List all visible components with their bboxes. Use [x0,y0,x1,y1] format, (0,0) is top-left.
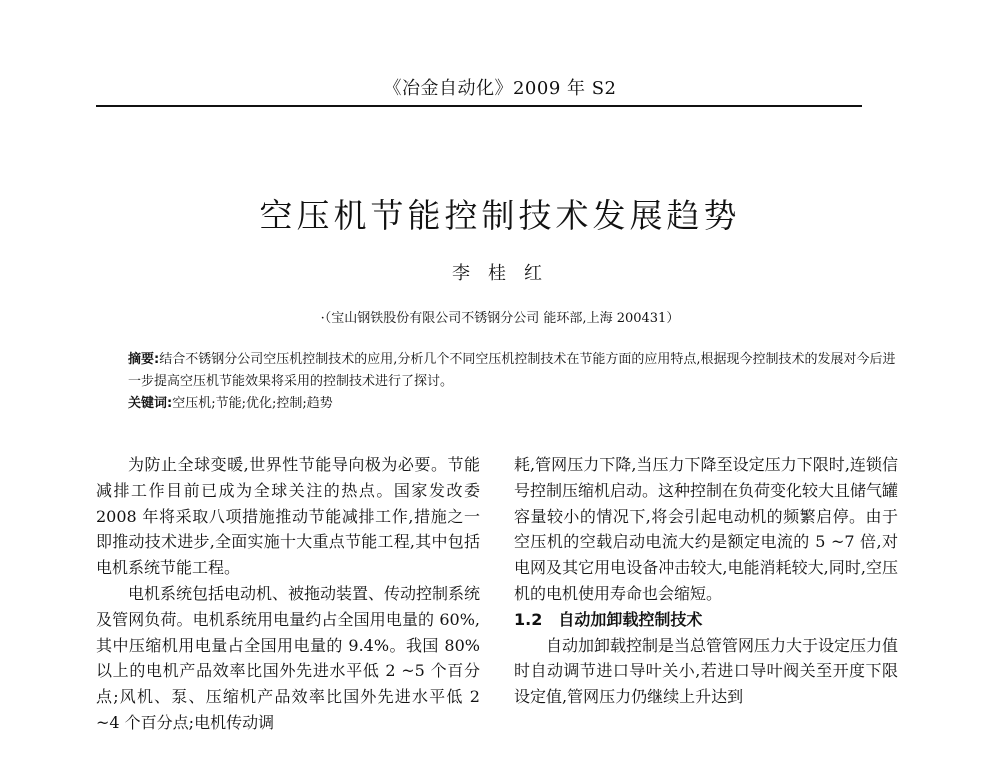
keywords [128,393,898,415]
keywords-text: 空压机;节能;优化;控制;趋势 [172,396,333,411]
authors: 李桂红 [452,263,560,284]
paragraph: 为防止全球变暖,世界性节能导向极为必要。节能减排工作目前已成为全球关注的热点。国家发改委 2008 年将采取八项措施推动节能减排工作,措施之一即推动技术进步,全面实施十大重点节能工程,其中包括电机系统节能工程。 [96,455,480,578]
body-column-right [514,452,898,710]
paragraph: 自动加卸载控制是当总管管网压力大于设定压力值时自动调节进口导叶关小,若进口导叶阀关至开度下限设定值,管网压力仍继续上升达到 [514,635,899,707]
abstract [128,349,898,393]
paragraph: 电机系统包括电动机、被拖动装置、传动控制系统及管网负荷。电机系统用电量约占全国用电量的 60%,其中压缩机用电量占全国用电量的 9.4%。我国 80% 以上的电机产品效率比国外先进水平低 2 ~5 个百分点;风机、泵、压缩机产品效率比国外先进水平低 2 ~4 个百分点;电机传动调 [96,583,481,732]
keywords-label: 关键词: [128,396,173,411]
paragraph-continuation: 耗,管网压力下降,当压力下降至设定压力下限时,连锁信号控制压缩机启动。这种控制在负荷变化较大且储气罐容量较小的情况下,将会引起电动机的频繁启停。由于空压机的空载启动电流大约是额定电流的 5 ~7 倍,对电网及其它用电设备冲击较大,电能消耗较大,同时,空压机的电机使用寿命也会缩短。 [514,455,899,603]
header-rule [96,105,862,107]
running-header: 《冶金自动化》2009 年 S2 [383,78,617,99]
abstract-label: 摘要: [128,352,160,367]
paper-title: 空压机节能控制技术发展趋势 [259,196,741,235]
abstract-block [128,349,898,415]
body-column-left [96,452,480,736]
affiliation: ·（宝山钢铁股份有限公司不锈钢分公司 能环部,上海 200431） [320,311,680,326]
section-heading-1-2: 1.2 自动加卸载控制技术 [514,609,703,629]
abstract-text: 结合不锈钢分公司空压机控制技术的应用,分析几个不同空压机控制技术在节能方面的应用特点,根据现今控制技术的发展对今后进一步提高空压机节能效果将采用的控制技术进行了探讨。 [128,352,896,389]
